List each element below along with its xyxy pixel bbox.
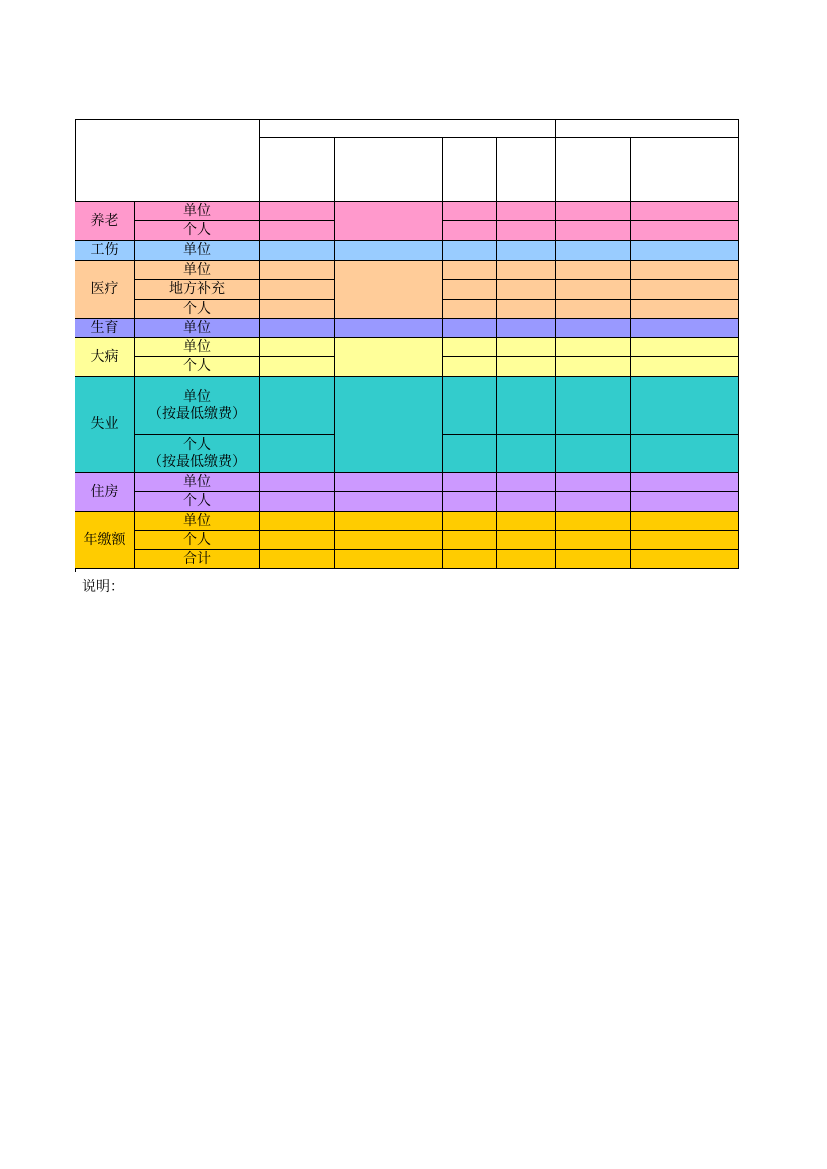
table-cell — [556, 202, 631, 221]
insurance-table — [75, 119, 739, 572]
column-header — [443, 138, 497, 202]
table-cell — [556, 357, 631, 377]
group-label: 医疗 — [75, 261, 135, 319]
table-cell — [556, 319, 631, 338]
row-label: 单位 — [135, 512, 260, 531]
table-cell — [497, 241, 556, 261]
table-cell — [497, 435, 556, 473]
table-cell — [335, 492, 443, 512]
table-cell — [497, 280, 556, 300]
table-cell — [497, 300, 556, 319]
table-cell-merged — [335, 261, 443, 319]
table-cell — [631, 319, 739, 338]
group-label: 失业 — [75, 377, 135, 473]
table-cell — [443, 202, 497, 221]
table-cell — [631, 550, 739, 569]
row-label: 个人 — [135, 492, 260, 512]
column-header — [631, 138, 739, 202]
table-cell — [497, 221, 556, 241]
table-cell-merged — [335, 377, 443, 473]
table-cell — [443, 221, 497, 241]
table-cell — [260, 550, 335, 569]
row-label: 单位 （按最低缴费） — [135, 377, 260, 435]
table-cell — [443, 473, 497, 492]
table-cell — [556, 241, 631, 261]
group-label: 工伤 — [75, 241, 135, 261]
table-cell — [335, 319, 443, 338]
table-cell — [443, 319, 497, 338]
table-cell — [260, 300, 335, 319]
table-cell — [443, 512, 497, 531]
table-cell — [335, 531, 443, 550]
table-cell — [443, 338, 497, 357]
table-cell — [631, 435, 739, 473]
table-cell — [260, 221, 335, 241]
row-label: 单位 — [135, 319, 260, 338]
table-cell — [260, 512, 335, 531]
column-header — [335, 138, 443, 202]
table-cell — [260, 531, 335, 550]
row-label: 单位 — [135, 202, 260, 221]
table-cell — [497, 473, 556, 492]
table-cell — [443, 300, 497, 319]
table-cell — [260, 319, 335, 338]
table-cell — [556, 550, 631, 569]
table-cell — [556, 261, 631, 280]
row-label: 个人 — [135, 357, 260, 377]
table-cell — [556, 377, 631, 435]
table-cell — [556, 531, 631, 550]
note-label: 说明： — [82, 579, 124, 595]
row-label: 单位 — [135, 241, 260, 261]
column-header — [556, 138, 631, 202]
table-cell — [443, 435, 497, 473]
table-cell — [335, 550, 443, 569]
table-cell — [335, 473, 443, 492]
table-cell — [631, 202, 739, 221]
column-header — [260, 138, 335, 202]
table-cell — [443, 492, 497, 512]
header-city-beijing — [556, 119, 739, 138]
group-label: 养老 — [75, 202, 135, 241]
table-cell — [260, 338, 335, 357]
row-label: 个人 — [135, 531, 260, 550]
table-cell — [556, 280, 631, 300]
table-cell — [631, 241, 739, 261]
table-cell — [497, 261, 556, 280]
table-cell — [556, 221, 631, 241]
row-label: 合计 — [135, 550, 260, 569]
table-cell — [556, 338, 631, 357]
table-cell — [443, 241, 497, 261]
table-cell — [443, 357, 497, 377]
table-cell — [556, 492, 631, 512]
table-cell — [260, 202, 335, 221]
table-cell — [260, 377, 335, 435]
table-cell — [335, 512, 443, 531]
table-cell — [497, 377, 556, 435]
table-cell — [631, 221, 739, 241]
table-cell — [556, 300, 631, 319]
row-label: 单位 — [135, 473, 260, 492]
table-cell — [497, 357, 556, 377]
table-cell — [260, 261, 335, 280]
table-cell — [497, 550, 556, 569]
table-cell — [631, 531, 739, 550]
table-cell — [631, 300, 739, 319]
table-cell — [497, 202, 556, 221]
table-cell — [260, 241, 335, 261]
table-cell — [260, 435, 335, 473]
table-cell-merged — [335, 338, 443, 377]
table-cell — [260, 492, 335, 512]
table-cell — [497, 492, 556, 512]
table-cell — [556, 473, 631, 492]
table-cell — [443, 280, 497, 300]
group-label: 年缴额 — [75, 512, 135, 569]
table-cell — [335, 241, 443, 261]
row-label: 地方补充 — [135, 280, 260, 300]
table-cell — [631, 357, 739, 377]
table-cell — [631, 338, 739, 357]
table-cell — [443, 550, 497, 569]
table-cell — [443, 531, 497, 550]
table-cell — [443, 377, 497, 435]
row-label: 单位 — [135, 338, 260, 357]
header-insurance-type — [75, 119, 260, 202]
table-cell — [497, 512, 556, 531]
table-cell — [631, 377, 739, 435]
table-cell — [631, 261, 739, 280]
table-cell — [631, 492, 739, 512]
header-city-shenzhen — [260, 119, 556, 138]
table-cell — [497, 338, 556, 357]
row-label: 个人 （按最低缴费） — [135, 435, 260, 473]
table-cell — [260, 280, 335, 300]
group-label: 大病 — [75, 338, 135, 377]
row-label: 单位 — [135, 261, 260, 280]
group-label: 住房 — [75, 473, 135, 512]
table-cell — [631, 280, 739, 300]
row-label: 个人 — [135, 221, 260, 241]
table-cell — [631, 512, 739, 531]
table-cell — [497, 531, 556, 550]
row-label: 个人 — [135, 300, 260, 319]
table-cell — [260, 357, 335, 377]
table-cell — [497, 319, 556, 338]
group-label: 生育 — [75, 319, 135, 338]
table-cell — [631, 473, 739, 492]
table-cell — [556, 435, 631, 473]
column-header — [497, 138, 556, 202]
table-cell — [556, 512, 631, 531]
table-cell-merged — [335, 202, 443, 241]
table-cell — [260, 473, 335, 492]
table-cell — [443, 261, 497, 280]
